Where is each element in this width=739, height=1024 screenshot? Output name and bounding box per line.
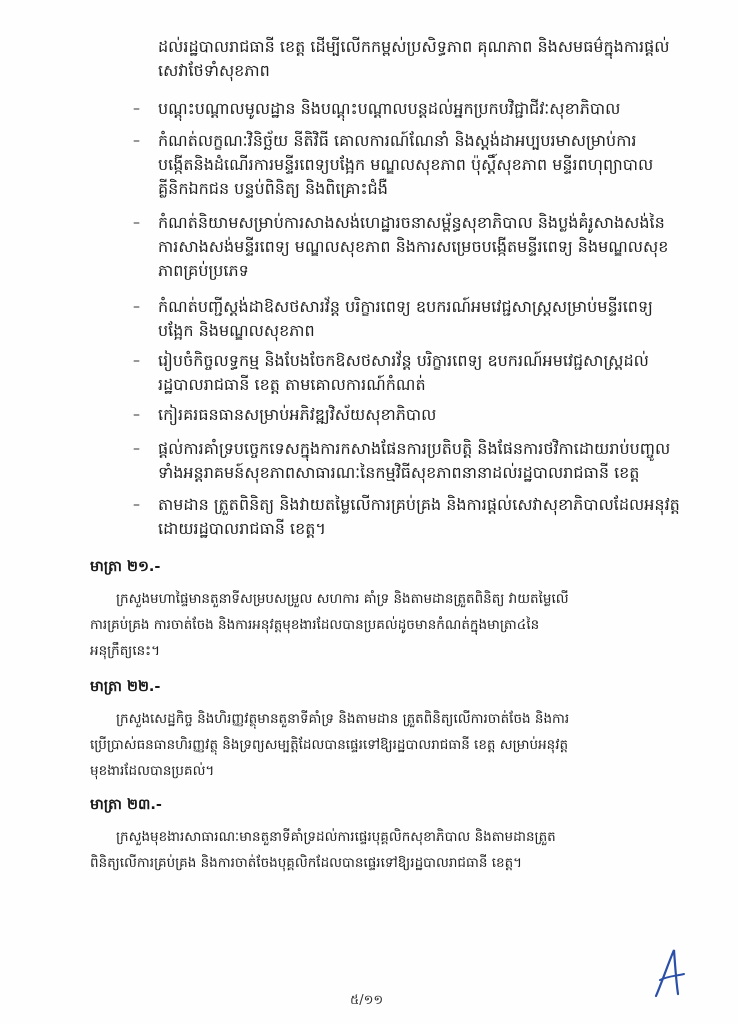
article-line: ពិនិត្យលើការគ្រប់គ្រង និងការចាត់ចែងបុគ្គលិកដែលបានផ្ទេរទៅឱ្យរដ្ឋបាលរាជធានី ខេត្ត។ [90,855,523,871]
article-paragraph [90,706,690,784]
bullet-line: កៀរគរធនធានសម្រាប់អភិវឌ្ឍវិស័យសុខាភិបាល [158,405,437,424]
bullet-line: កំណត់បញ្ជីស្តង់ដាឱសថសារវ័ន្ត បរិក្ខារពេទ្យ ឧបករណ៍អមវេជ្ជសាស្ត្រសម្រាប់មន្ទីរពេទ្យ [158,297,653,316]
bullet-line: ទាំងអន្តរាគមន៍សុខភាពសាធារណៈនៃកម្មវិធីសុខភាពនានាដល់រដ្ឋបាលរាជធានី ខេត្ត [158,463,640,482]
bullet-item [158,350,698,398]
article-line: ប្រើប្រាស់ធនធានហិរញ្ញវត្ថុ និងទ្រព្យសម្បត្តិដែលបានផ្ទេរទៅឱ្យរដ្ឋបាលរាជធានី ខេត្ត សម្រាប់អនុវត្ត [90,737,569,753]
bullet-item [158,438,698,486]
bullet-dash: – [133,299,140,315]
article-line: ការគ្រប់គ្រង ការចាត់ចែង និងការអនុវត្តមុខងារដែលបានប្រគល់ដូចមានកំណត់ក្នុងមាត្រា៤នៃ [90,617,540,633]
bullet-line: បណ្ដុះបណ្ដាលមូលដ្ឋាន និងបណ្ដុះបណ្ដាលបន្តដល់អ្នកប្រកបវិជ្ជាជីវៈសុខាភិបាល [158,99,621,118]
intro-line: សេវាថែទាំសុខភាព [158,61,270,80]
bullet-item [158,404,698,428]
bullet-item [158,212,698,284]
bullet-line: ភាពគ្រប់ប្រភេទ [158,261,249,280]
signature-icon [648,946,688,1000]
bullet-item [158,296,698,344]
bullet-dash: – [133,133,140,149]
bullet-item [158,130,698,202]
intro-line: ដល់រដ្ឋបាលរាជធានី ខេត្ត ដើម្បីលើកកម្ពស់ប្រសិទ្ធភាព គុណភាព និងសមធម៌ក្នុងការផ្ដល់ [158,37,670,56]
intro-paragraph [158,36,698,84]
article-heading: មាត្រា ២២.- [90,679,161,695]
bullet-line: កំណត់និយាមសម្រាប់ការសាងសង់ហេដ្ឋារចនាសម្ព័ន្ធសុខាភិបាល និងប្លង់គំរូសាងសង់នៃ [158,213,665,232]
article-line: មុខងារដែលបានប្រគល់។ [90,763,215,779]
bullet-line: រៀបចំកិច្ចលទ្ធកម្ម និងបែងចែកឱសថសារវ័ន្ត បរិក្ខារពេទ្យ ឧបករណ៍អមវេជ្ជសាស្ត្រដល់ [158,351,649,370]
bullet-line: បង្អែក និងមណ្ឌលសុខភាព [158,321,315,340]
page-number: ៥/១១ [350,993,384,1008]
article-paragraph [90,586,690,664]
article-line: ក្រសួងមហាផ្ទៃមានតួនាទីសម្របសម្រួល សហការ គាំទ្រ និងតាមដានត្រួតពិនិត្យ វាយតម្លៃលើ [116,591,569,607]
bullet-line: ផ្ដល់ការគាំទ្របច្ចេកទេសក្នុងការកសាងផែនការប្រតិបត្តិ និងផែនការថវិកាដោយរាប់បញ្ចូល [158,439,671,458]
bullet-line: រដ្ឋបាលរាជធានី ខេត្ត តាមគោលការណ៍កំណត់ [158,375,426,394]
bullet-dash: – [133,407,140,423]
article-heading: មាត្រា ២៣.- [90,797,162,813]
article-line: ក្រសួងមុខងារសាធារណៈមានតួនាទីគាំទ្រដល់ការផ្ទេរបុគ្គលិកសុខាភិបាល និងតាមដានត្រួត [116,829,556,845]
bullet-dash: – [133,215,140,231]
bullet-line: តាមដាន ត្រួតពិនិត្យ និងវាយតម្លៃលើការគ្រប់គ្រង និងការផ្ដល់សេវាសុខាភិបាលដែលអនុវត្ត [158,495,680,514]
bullet-line: ការសាងសង់មន្ទីរពេទ្យ មណ្ឌលសុខភាព និងការសម្រេចបង្កើតមន្ទីរពេទ្យ និងមណ្ឌលសុខ [158,237,669,256]
bullet-line: បង្កើតនិងដំណើរការមន្ទីរពេទ្យបង្អែក មណ្ឌលសុខភាព ប៉ុស្តិ៍សុខភាព មន្ទីរពហុព្យាបាល [158,155,654,174]
article-line: អនុក្រឹត្យនេះ។ [90,643,161,659]
bullet-dash: – [133,353,140,369]
bullet-dash: – [133,441,140,457]
article-paragraph [90,824,690,876]
bullet-dash: – [133,497,140,513]
bullet-item [158,494,698,542]
bullet-line: គ្លីនិកឯកជន បន្ទប់ពិនិត្យ និងពិគ្រោះជំងឺ [158,179,388,198]
bullet-dash: – [133,101,140,117]
bullet-line: កំណត់លក្ខណៈវិនិច្ឆ័យ នីតិវិធី គោលការណ៍ណែនាំ និងស្តង់ដាអប្បបរមាសម្រាប់ការ [158,131,637,150]
article-line: ក្រសួងសេដ្ឋកិច្ច និងហិរញ្ញវត្ថុមានតួនាទីគាំទ្រ និងតាមដាន ត្រួតពិនិត្យលើការចាត់ចែង និងការ [116,711,570,727]
article-heading: មាត្រា ២១.- [90,559,161,575]
bullet-item [158,98,698,122]
bullet-line: ដោយរដ្ឋបាលរាជធានី ខេត្ត។ [158,519,326,538]
